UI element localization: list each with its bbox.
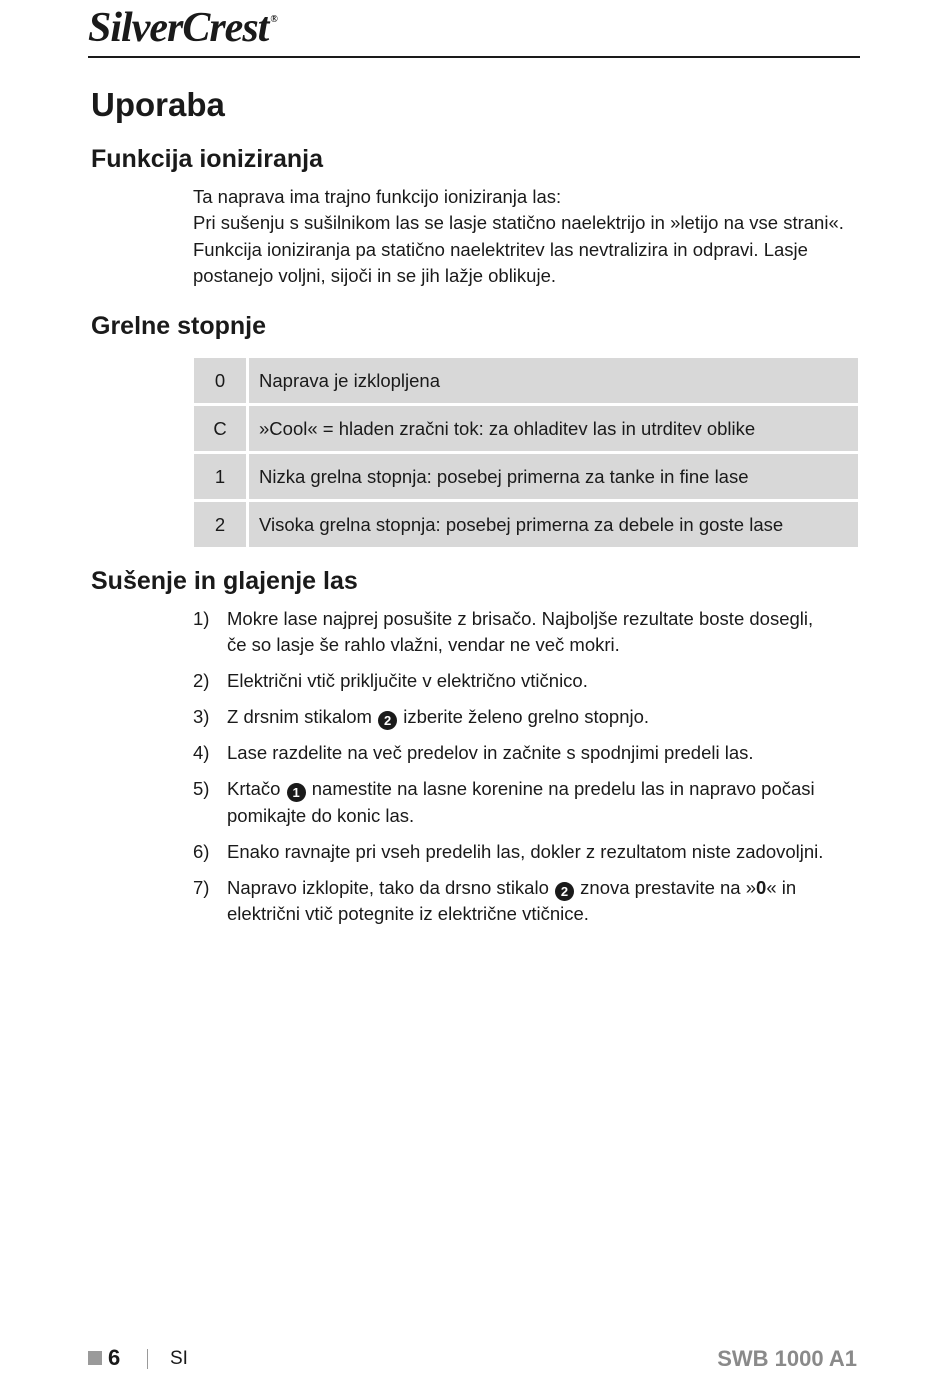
step-text: pomikajte do konic las.: [227, 804, 415, 826]
description-cell: »Cool« = hladen zračni tok: za ohladitev las in utrditev oblike: [249, 406, 858, 454]
header-rule: [88, 56, 860, 58]
list-item: [193, 606, 853, 659]
paragraph-line: Pri sušenju s sušilnikom las se lasje statično naelektrijo in »letijo na vse strani«.: [193, 212, 844, 234]
model-number: SWB 1000 A1: [717, 1346, 857, 1371]
description-cell: Nizka grelna stopnja: posebej primerna za tanke in fine lase: [249, 454, 858, 502]
step-number: 6): [193, 840, 210, 862]
section-heading-ionization: Funkcija ioniziranja: [91, 145, 323, 173]
part-number-1-icon: 1: [287, 783, 306, 802]
step-text-bold: 0: [756, 876, 767, 898]
table-row: [194, 406, 858, 454]
page-number: 6: [108, 1345, 121, 1370]
level-cell: 2: [194, 502, 249, 547]
footer-divider: [147, 1349, 148, 1369]
drying-steps-list: [193, 606, 853, 937]
step-text: [227, 704, 853, 730]
section-heading-heat-levels: Grelne stopnje: [91, 312, 267, 340]
table-row: [194, 358, 858, 406]
step-text: Lase razdelite na več predelov in začnite s spodnjimi predeli las.: [227, 742, 754, 764]
registered-mark: ®: [270, 14, 277, 25]
list-item: [193, 776, 853, 829]
step-number: 7): [193, 876, 210, 898]
language-code: SI: [170, 1348, 188, 1369]
list-item: [193, 839, 853, 865]
ionization-paragraph: [193, 184, 853, 289]
table-row: [194, 454, 858, 502]
step-text: Mokre lase najprej posušite z brisačo. Najboljše rezultate boste dosegli,: [227, 608, 814, 629]
step-text: [227, 776, 853, 802]
step-text-part: izberite želeno grelno stopnjo.: [403, 706, 650, 728]
list-item: [193, 668, 853, 694]
list-item: [193, 740, 853, 766]
part-number-2-icon: 2: [378, 711, 397, 730]
level-cell: 0: [194, 358, 249, 406]
level-cell: 1: [194, 454, 249, 502]
step-text-part: « in: [766, 876, 797, 898]
paragraph-line: Ta naprava ima trajno funkcijo ioniziranja las:: [193, 186, 562, 207]
footer-square-icon: [88, 1351, 102, 1365]
step-text: Električni vtič priključite v električno vtičnico.: [227, 670, 588, 692]
step-text: [227, 875, 853, 901]
part-number-2-icon: 2: [555, 882, 574, 901]
description-cell: Visoka grelna stopnja: posebej primerna za debele in goste lase: [249, 502, 858, 547]
step-text: Enako ravnajte pri vseh predelih las, dokler z rezultatom niste zadovoljni.: [227, 840, 824, 862]
step-text-part: Krtačo: [227, 778, 281, 800]
step-text-part: znova prestavite na »: [580, 876, 757, 898]
table-row: [194, 502, 858, 547]
page-title: Uporaba: [91, 86, 225, 123]
step-text-part: Z drsnim stikalom: [227, 706, 372, 728]
description-cell: Naprava je izklopljena: [249, 358, 858, 406]
step-text: če so lasje še rahlo vlažni, vendar ne več mokri.: [227, 634, 620, 656]
step-number: 4): [193, 742, 210, 764]
step-number: 2): [193, 670, 210, 692]
step-number: 1): [193, 608, 210, 629]
step-number: 3): [193, 706, 210, 728]
section-heading-drying: Sušenje in glajenje las: [91, 567, 358, 595]
heat-levels-table: [194, 358, 858, 547]
paragraph-line: postanejo voljni, sijoči in se jih lažje oblikuje.: [193, 264, 556, 286]
step-text: električni vtič potegnite iz električne vtičnice.: [227, 902, 589, 924]
list-item: [193, 875, 853, 928]
brand-name: SilverCrest: [88, 5, 269, 51]
step-number: 5): [193, 778, 210, 800]
brand-logo: [88, 4, 277, 52]
list-item: [193, 704, 853, 730]
level-cell: C: [194, 406, 249, 454]
paragraph-line: Funkcija ioniziranja pa statično naelektritev las nevtralizira in odpravi. Lasje: [193, 238, 808, 260]
step-text-part: Napravo izklopite, tako da drsno stikalo: [227, 876, 549, 898]
step-text-part: namestite na lasne korenine na predelu las in napravo počasi: [311, 778, 815, 800]
